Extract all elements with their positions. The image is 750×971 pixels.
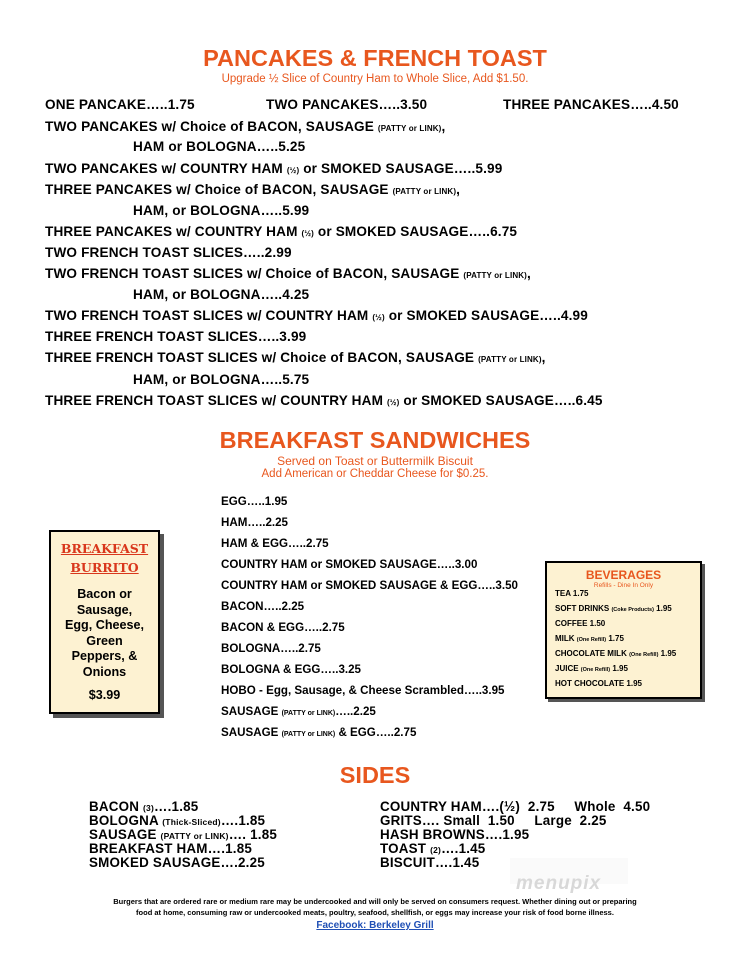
menu-item: TWO PANCAKES w/ COUNTRY HAM (½) or SMOKED SAUSAGE…..5.99	[45, 161, 503, 176]
side-item: GRITS…. Small 1.50 Large 2.25	[380, 813, 607, 828]
menu-item: TWO FRENCH TOAST SLICES w/ Choice of BACON, SAUSAGE (PATTY or LINK),	[45, 266, 531, 281]
menu-item: THREE FRENCH TOAST SLICES…..3.99	[45, 329, 307, 344]
menu-item: THREE FRENCH TOAST SLICES w/ COUNTRY HAM (½) or SMOKED SAUSAGE…..6.45	[45, 393, 603, 408]
menu-item: TWO FRENCH TOAST SLICES…..2.99	[45, 245, 292, 260]
menu-item: HAM, or BOLOGNA…..5.99	[133, 203, 310, 218]
beverage-item: COFFEE 1.50	[555, 619, 606, 628]
sides-title: SIDES	[339, 762, 411, 788]
menu-item: HAM, or BOLOGNA…..5.75	[133, 372, 310, 387]
sandwich-item: BACON & EGG…..2.75	[221, 621, 345, 634]
side-item: HASH BROWNS….1.95	[380, 827, 530, 842]
menu-item: HAM, or BOLOGNA…..4.25	[133, 287, 310, 302]
sandwich-item: HOBO - Egg, Sausage, & Cheese Scrambled…..3.95	[221, 684, 505, 697]
sandwich-item: BOLOGNA…..2.75	[221, 642, 321, 655]
sandwich-item: COUNTRY HAM or SMOKED SAUSAGE & EGG…..3.50	[221, 579, 518, 592]
beverage-item: CHOCOLATE MILK (One Refill) 1.95	[555, 649, 677, 658]
menu-item: TWO FRENCH TOAST SLICES w/ COUNTRY HAM (½) or SMOKED SAUSAGE…..4.99	[45, 308, 588, 323]
burrito-price: $3.99	[88, 688, 121, 702]
watermark-logo: menupix	[516, 873, 602, 894]
sandwich-item: BOLOGNA & EGG…..3.25	[221, 663, 362, 676]
burrito-title: BREAKFAST BURRITO	[60, 541, 149, 575]
beverage-item: JUICE (One Refill) 1.95	[555, 664, 628, 673]
sandwich-item: HAM…..2.25	[221, 516, 289, 529]
side-item: COUNTRY HAM….(½) 2.75 Whole 4.50	[380, 799, 651, 814]
burrito-box	[49, 530, 160, 714]
menu-item: HAM or BOLOGNA…..5.25	[133, 139, 306, 154]
beverage-item: HOT CHOCOLATE 1.95	[555, 679, 642, 688]
side-item: TOAST (2)….1.45	[380, 841, 486, 856]
footer-disclaimer: Burgers that are ordered rare or medium rare may be undercooked and will only be served on consumers request. Whether dining out or preparing food at home, consuming raw or undercooked meats, poultry, seafood, shellfish, or eggs may increase your risk of food borne illness.	[113, 897, 637, 917]
sandwich-item: BACON…..2.25	[221, 600, 305, 613]
menu-item: THREE PANCAKES w/ Choice of BACON, SAUSAGE (PATTY or LINK),	[45, 182, 461, 197]
side-item: SMOKED SAUSAGE….2.25	[89, 855, 265, 870]
sandwich-item: SAUSAGE (PATTY or LINK)…..2.25	[221, 705, 376, 718]
sandwiches-subtitle: Served on Toast or Buttermilk Biscuit	[277, 454, 473, 468]
beverage-item: SOFT DRINKS (Coke Products) 1.95	[555, 604, 672, 613]
sandwich-item: COUNTRY HAM or SMOKED SAUSAGE…..3.00	[221, 558, 478, 571]
sandwich-item: HAM & EGG…..2.75	[221, 537, 329, 550]
side-item: BOLOGNA (Thick-Sliced)….1.85	[89, 813, 266, 828]
sandwiches-subtitle-cheese: Add American or Cheddar Cheese for $0.25.	[261, 468, 489, 480]
beverages-box	[545, 561, 702, 699]
facebook-link[interactable]: Facebook: Berkeley Grill	[316, 920, 434, 931]
sandwich-item: SAUSAGE (PATTY or LINK) & EGG…..2.75	[221, 726, 417, 739]
menu-item: THREE PANCAKES w/ COUNTRY HAM (½) or SMOKED SAUSAGE…..6.75	[45, 224, 518, 239]
pancakes-title: PANCAKES & FRENCH TOAST	[203, 45, 547, 71]
side-item: BISCUIT….1.45	[380, 855, 480, 870]
pancakes-subtitle: Upgrade ½ Slice of Country Ham to Whole Slice, Add $1.50.	[221, 73, 529, 85]
beverage-item: MILK (One Refill) 1.75	[555, 634, 624, 643]
menu-item: TWO PANCAKES…..3.50	[266, 97, 428, 112]
side-item: SAUSAGE (PATTY or LINK)…. 1.85	[89, 827, 278, 842]
sandwich-item: EGG…..1.95	[221, 495, 288, 508]
side-item: BREAKFAST HAM….1.85	[89, 841, 253, 856]
beverages-subtitle: Refills - Dine In Only	[593, 582, 654, 589]
beverage-item: TEA 1.75	[555, 589, 589, 598]
side-item: BACON (3)….1.85	[89, 799, 199, 814]
sandwiches-title: BREAKFAST SANDWICHES	[219, 427, 531, 453]
menu-item: TWO PANCAKES w/ Choice of BACON, SAUSAGE (PATTY or LINK),	[45, 119, 446, 134]
burrito-description: Bacon or Sausage, Egg, Cheese, Green Peppers, & Onions	[64, 587, 145, 679]
menu-item: THREE FRENCH TOAST SLICES w/ Choice of BACON, SAUSAGE (PATTY or LINK),	[45, 350, 546, 365]
beverages-title: BEVERAGES	[585, 568, 662, 582]
menu-item: THREE PANCAKES…..4.50	[503, 97, 679, 112]
menu-item: ONE PANCAKE…..1.75	[45, 97, 195, 112]
